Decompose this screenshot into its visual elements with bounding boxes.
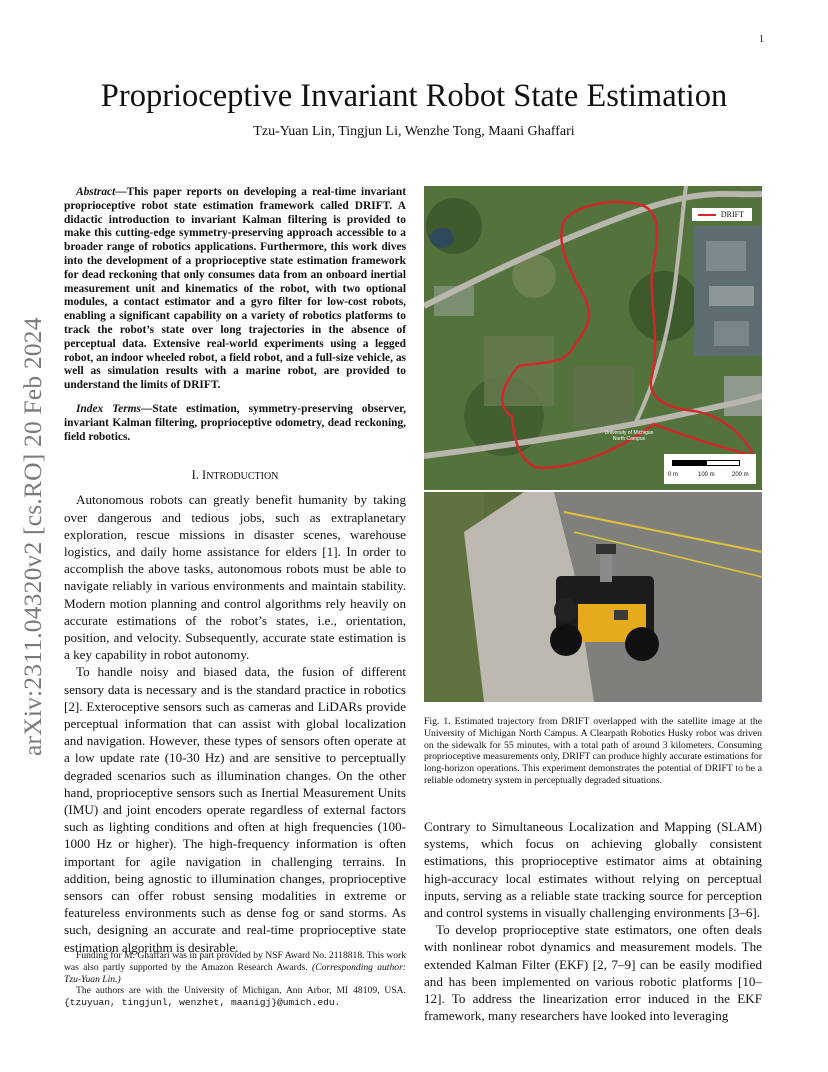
trajectory-legend-swatch: [698, 214, 716, 216]
right-body-text: [424, 818, 762, 1024]
intro-paragraph-2: To handle noisy and biased data, the fusion of different sensory data is necessary and is the standard practice in robotics [2]. Exteroceptive sensors such as cameras and LiDARs provide perceptual information that can assist with global localization and navigation. However, these types of sensors often operate at a low update rate (10-30 Hz) and are sensitive to perceptually degraded scenarios such as illumination changes. On the other hand, proprioceptive sensors such as Inertial Measurement Units (IMU) and joint encoders operate regardless of external factors such as lighting conditions and often at high frequencies (100-1000 Hz or higher). The high-frequency information is often important for agile navigation in challenging terrains. In addition, being agnostic to illumination changes, proprioceptive sensors can offer robust sensing modalities in extreme or featureless environments such as dense fog or sand storms. As such, designing an accurate and real-time proprioceptive state estimation algorithm is desirable.: [64, 664, 406, 955]
paper-title: Proprioceptive Invariant Robot State Estimation: [100, 78, 728, 114]
page-number: 1: [759, 34, 764, 45]
author-list: Tzu-Yuan Lin, Tingjun Li, Wenzhe Tong, Maani Ghaffari: [253, 124, 575, 139]
scale-label-0: 0 m: [668, 472, 679, 478]
right-column: [424, 186, 762, 787]
scale-label-100: 100 m: [698, 472, 715, 478]
abstract-lead: Abstract: [76, 186, 116, 198]
right-paragraph-2: To develop proprioceptive state estimators, one often deals with nonlinear robot dynamics and measurement models. The extended Kalman Filter (EKF) [2, 7–9] can be easily modified and has been implemented on various robotic platforms [10–12]. To address the linearization error induced in the EKF framework, many researchers have looked into leveraging: [424, 922, 762, 1024]
intro-paragraph-1: Autonomous robots can greatly benefit humanity by taking over dangerous and tedious jobs, such as extraplanetary exploration, rescue missions in disaster scenes, warehouse logistics, and daily home assistance for elders [1]. In order to accomplish the above tasks, autonomous robots must be able to navigate reliably in various environments and maintain stability. Modern motion planning and control algorithms rely heavily on accurate estimations of the robot’s states, i.e., orientation, position, and velocity. Subsequently, accurate state estimation is a key capability in robot autonomy.: [64, 492, 406, 663]
footnotes: [64, 950, 406, 1009]
robot-photo-figure: [424, 492, 762, 702]
legend-label: DRIFT: [720, 210, 744, 219]
husky-robot-photo: [424, 492, 762, 702]
figure-caption: Fig. 1. Estimated trajectory from DRIFT overlapped with the satellite image at the University of Michigan North Campus. A Clearpath Robotics Husky robot was driven on the sidewalk for 55 minutes, with a total path of around 3 kilometers. Consuming proprioceptive measurements only, DRIFT can produce highly accurate estimations for long-horizon operations. This experiment demonstrates the potential of DRIFT to be a reliable odometry system in perceptually degraded situations.: [424, 716, 762, 786]
satellite-map-image: [424, 186, 762, 490]
abstract: [64, 186, 406, 393]
map-place-label: University of Michigan North Campus: [604, 430, 654, 442]
arxiv-identifier: arXiv:2311.04320v2 [cs.RO] 20 Feb 2024: [18, 317, 47, 756]
funding-footnote: Funding for M. Ghaffari was in part provided by NSF Award No. 2118818. This work was also partly supported by the Amazon Research Awards. (Corresponding author: Tzu-Yuan Lin.): [64, 950, 406, 985]
left-column: [64, 186, 406, 956]
email-addresses: {tzuyuan, tingjunl, wenzhet, maanigj}@umich.edu.: [64, 997, 341, 1009]
index-terms: [64, 403, 406, 444]
satellite-map-figure: [424, 186, 762, 490]
scale-label-200: 200 m: [732, 472, 749, 478]
index-terms-lead: Index Terms: [76, 402, 141, 415]
affiliation-footnote: The authors are with the University of Michigan, Ann Arbor, MI 48109, USA. {tzuyuan, tingjunl, wenzhet, maanigj}@umich.edu.: [64, 985, 406, 1009]
scale-bar: [664, 454, 756, 484]
section-heading-introduction: I. INTRODUCTION: [191, 468, 279, 483]
map-legend: [692, 208, 752, 221]
right-paragraph-1: Contrary to Simultaneous Localization and Mapping (SLAM) systems, which focus on achieving globally consistent estimations, this proprioceptive estimator aims at obtaining high-accuracy local estimates without relying on perceptual inputs, serving as a reliable state tracking source for perception and control systems in visually challenging environments [3–6].: [424, 819, 762, 921]
abstract-text: —This paper reports on developing a real-time invariant proprioceptive robot state estimation framework called DRIFT. A didactic introduction to invariant Kalman filtering is provided to make this cutting-edge symmetry-preserving approach accessible to a broader range of robotics applications. Furthermore, this work dives into the development of a proprioceptive state estimation framework for dead reckoning that only consumes data from an onboard inertial measurement unit and kinematics of the robot, with two optional modules, a contact estimator and a gyro filter for low-cost robots, enabling a significant capability on a variety of robotics platforms to track the robot’s state over long trajectories in the absence of perceptual data. Extensive real-world experiments using a legged robot, an indoor wheeled robot, a field robot, and a full-size vehicle, as well as simulation results with a marine robot, are provided to understand the limits of DRIFT.: [64, 186, 406, 392]
index-terms-text: —State estimation, symmetry-preserving observer, invariant Kalman filtering, proprioceptive odometry, dead reckoning, field robotics.: [64, 402, 406, 443]
